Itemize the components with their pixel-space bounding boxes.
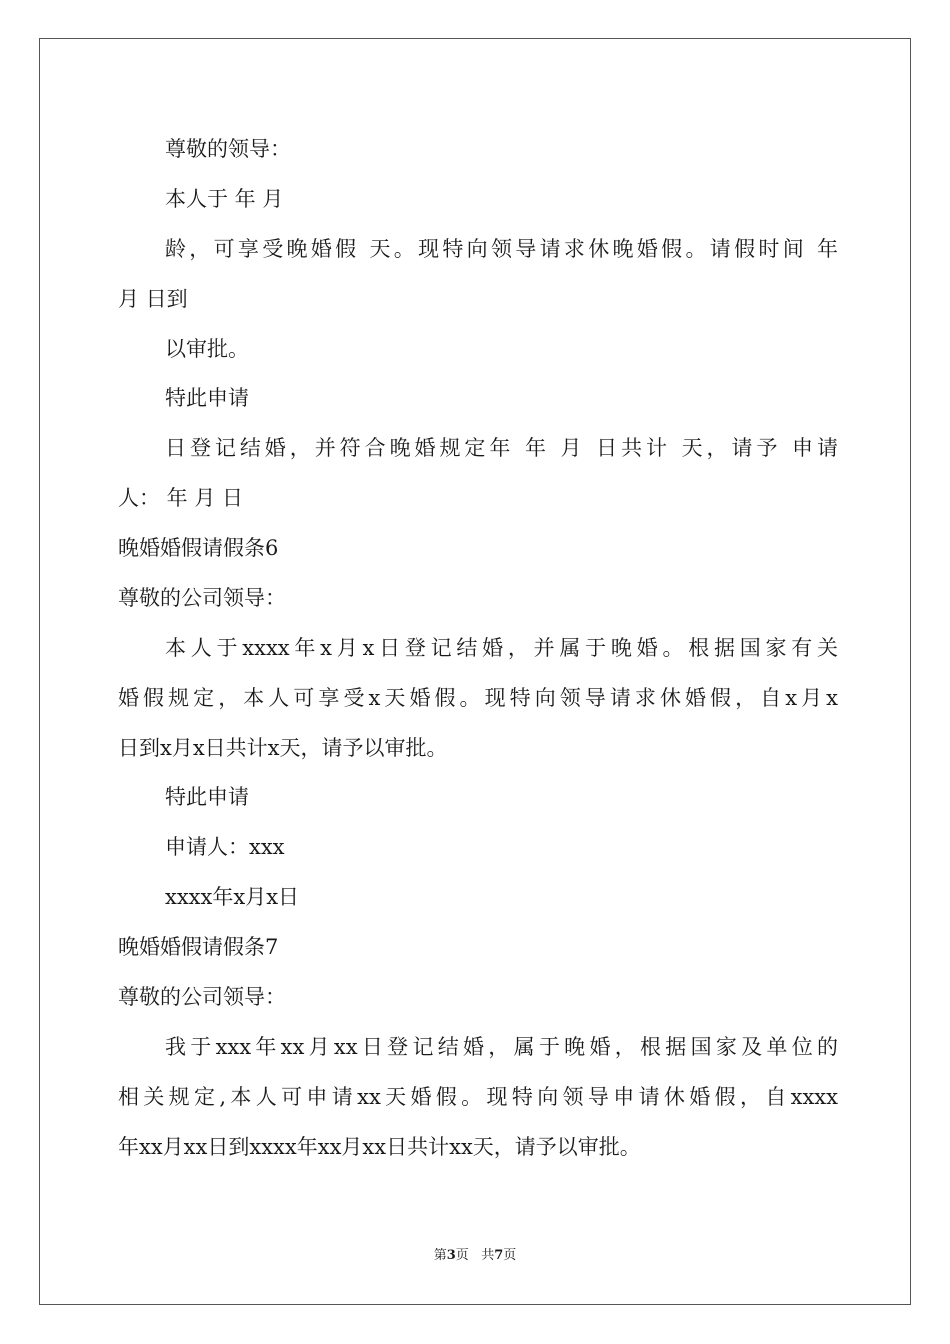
paragraph-line: 以审批。 [165, 337, 249, 361]
page-footer [0, 1247, 950, 1265]
paragraph-line: 我于xxx年xx月xx日登记结婚，属于晚婚，根据国家及单位的 [165, 1035, 838, 1059]
section-heading: 晚婚婚假请假条7 [118, 935, 279, 959]
paragraph-line: 龄，可享受晚婚假 天。现特向领导请求休晚婚假。请假时间 年 [165, 237, 838, 261]
footer-total-prefix: 共 [481, 1248, 495, 1263]
signature-line: 申请人：xxx [165, 835, 285, 859]
paragraph-line: 日到x月x日共计x天，请予以审批。 [118, 736, 448, 760]
salutation: 尊敬的公司领导： [118, 985, 286, 1009]
footer-page-suffix: 页 [455, 1248, 469, 1263]
footer-prefix: 第 [433, 1248, 447, 1263]
closing-line: 特此申请 [165, 785, 249, 809]
paragraph-line: 人： 年 月 日 [118, 486, 244, 510]
page-number: 3 [446, 1248, 456, 1263]
section-heading: 晚婚婚假请假条6 [118, 536, 279, 560]
footer-total-suffix: 页 [503, 1248, 517, 1263]
paragraph-line: 婚假规定，本人可享受x天婚假。现特向领导请求休婚假，自x月x [118, 686, 838, 710]
paragraph-line: 日登记结婚，并符合晚婚规定年 年 月 日共计 天，请予 申请 [165, 436, 838, 460]
salutation: 尊敬的领导： [165, 137, 291, 161]
closing-line: 特此申请 [165, 386, 249, 410]
paragraph-line: 年xx月xx日到xxxx年xx月xx日共计xx天，请予以审批。 [118, 1135, 641, 1159]
page-border [39, 38, 911, 1305]
paragraph-line: 本人于xxxx年x月x日登记结婚，并属于晚婚。根据国家有关 [165, 636, 838, 660]
paragraph-line: 相关规定,本人可申请xx天婚假。现特向领导申请休婚假，自xxxx [118, 1085, 838, 1109]
paragraph-line: 本人于 年 月 [165, 187, 284, 211]
date-line: xxxx年x月x日 [165, 885, 300, 909]
paragraph-line: 月 日到 [118, 287, 188, 311]
salutation: 尊敬的公司领导： [118, 586, 286, 610]
total-pages: 7 [494, 1248, 504, 1263]
